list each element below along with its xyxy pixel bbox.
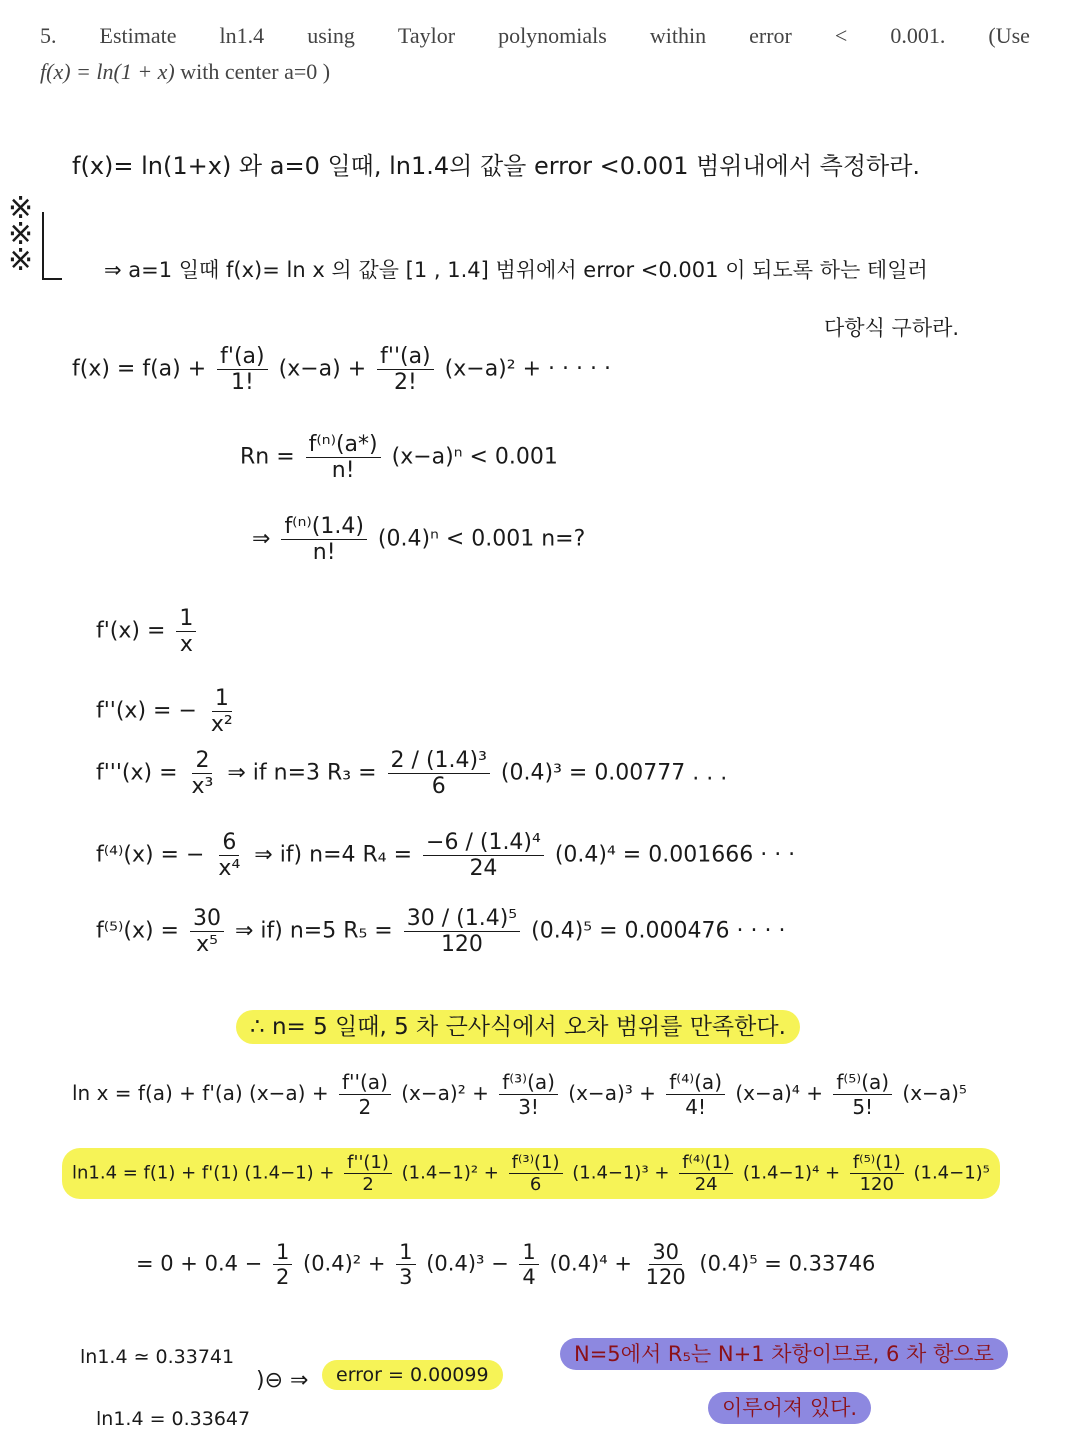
note-text-1: N=5에서 R₅는 N+1 차항이므로, 6 차 항으로 <box>560 1338 1008 1370</box>
fraction-numerator: f⁽³⁾(a) <box>499 1070 558 1095</box>
remainder-at-14-rest: (0.4)ⁿ < 0.001 n=? <box>377 526 586 552</box>
fraction-numerator: 30 <box>649 1240 682 1265</box>
problem-word: 0.001. <box>890 23 946 48</box>
derivative-fraction <box>190 906 224 957</box>
fraction-denominator: 5! <box>852 1095 874 1119</box>
ln14-term4-rest: (1.4−1)⁴ + <box>742 1162 841 1184</box>
fraction-numerator: f''(a) <box>377 344 434 370</box>
first-derivative <box>96 606 200 657</box>
derivative-lhs: f'''(x) = <box>96 760 178 786</box>
lnx-term4-rest: (x−a)⁴ + <box>735 1081 823 1105</box>
fraction-denominator: 120 <box>859 1174 894 1195</box>
problem-word: error <box>749 23 792 48</box>
star-marks: ※ ※ ※ <box>8 191 34 278</box>
r4-value: (0.4)⁴ = 0.001666 · · · <box>554 842 796 868</box>
fraction-numerator: 1 <box>273 1240 292 1265</box>
r3-fraction <box>388 748 490 799</box>
purple-note-line-2 <box>708 1392 871 1422</box>
fraction-denominator: x³ <box>191 774 214 799</box>
problem-word: Estimate <box>99 23 177 48</box>
taylor-series <box>72 344 611 395</box>
fraction-denominator: 2 <box>275 1265 290 1289</box>
reformulation-line-2: 다항식 구하라. <box>824 316 960 340</box>
fraction-denominator: 120 <box>645 1265 686 1289</box>
r3-value: (0.4)³ = 0.00777 . . . <box>500 760 728 786</box>
remainder-lhs: Rn = <box>240 444 295 470</box>
remainder-rest: (x−a)ⁿ < 0.001 <box>391 444 558 470</box>
eval-fraction <box>519 1240 538 1289</box>
error-highlight <box>322 1364 503 1386</box>
eval-part: = 0 + 0.4 − <box>136 1251 263 1276</box>
restated-problem: f(x)= ln(1+x) 와 a=0 일때, ln1.4의 값을 error <0.001 범위내에서 측정하라. <box>72 152 921 180</box>
note-text-2: 이루어져 있다. <box>708 1392 871 1424</box>
remainder-at-14 <box>252 514 585 565</box>
error-result: error = 0.00099 <box>322 1360 503 1390</box>
fraction-numerator: 30 / (1.4)⁵ <box>404 906 520 932</box>
fraction-denominator: n! <box>331 458 355 483</box>
r5-fraction <box>404 906 520 957</box>
lnx-term3-rest: (x−a)³ + <box>568 1081 656 1105</box>
fraction-denominator: n! <box>312 540 336 565</box>
fraction-denominator: 2 <box>362 1174 374 1195</box>
problem-word: within <box>649 23 707 48</box>
ln14-expansion <box>62 1148 1000 1199</box>
derivative-fraction <box>176 606 196 657</box>
fraction-numerator: 30 <box>190 906 224 932</box>
second-derivative <box>96 686 240 737</box>
eval-result: (0.4)⁵ = 0.33746 <box>699 1251 876 1276</box>
actual-value: ln1.4 = 0.33647 <box>96 1408 251 1430</box>
taylor-term2-fraction <box>377 344 434 395</box>
fraction-denominator: x⁴ <box>218 856 241 881</box>
derivative-fraction <box>215 830 243 881</box>
problem-word: ln1.4 <box>219 23 265 48</box>
problem-word: (Use <box>988 23 1030 48</box>
fraction-numerator: f⁽⁴⁾(a) <box>666 1070 725 1095</box>
taylor-lhs: f(x) = f(a) + <box>72 356 207 382</box>
conclusion-highlight <box>236 1008 800 1041</box>
taylor-term1-rest: (x−a) + <box>278 356 367 382</box>
problem-line-2 <box>40 54 1030 90</box>
implies-arrow: ⇒ <box>252 526 271 552</box>
reformulation-line-1: ⇒ a=1 일때 f(x)= ln x 의 값을 [1 , 1.4] 범위에서 error <0.001 이 되도록 하는 테일러 <box>104 258 928 282</box>
ln14-term3-rest: (1.4−1)³ + <box>572 1162 670 1184</box>
problem-word: polynomials <box>498 23 607 48</box>
problem-line-1 <box>40 18 1030 54</box>
fraction-denominator: 2 <box>358 1095 372 1119</box>
fraction-denominator: 1! <box>230 370 254 395</box>
eval-fraction <box>273 1240 292 1289</box>
conclusion-text: ∴ n= 5 일때, 5 차 근사식에서 오차 범위를 만족한다. <box>236 1010 800 1044</box>
derivative-lhs: f''(x) = − <box>96 698 197 724</box>
ln14-term3-fraction <box>509 1152 563 1195</box>
fraction-numerator: 2 <box>192 748 212 774</box>
fraction-numerator: f⁽ⁿ⁾(a*) <box>306 432 381 458</box>
derivative-lhs: f'(x) = <box>96 618 166 644</box>
remainder-at-14-fraction <box>281 514 366 565</box>
taylor-term2-rest: (x−a)² + · · · · · <box>444 356 611 382</box>
ln14-term5-rest: (1.4−1)⁵ <box>913 1162 990 1184</box>
problem-center: with center a=0 ) <box>174 59 331 84</box>
lnx-term2-fraction <box>339 1070 391 1119</box>
fraction-denominator: 120 <box>440 932 483 957</box>
lnx-term2-rest: (x−a)² + <box>401 1081 489 1105</box>
eval-part: (0.4)³ − <box>426 1251 509 1276</box>
fraction-numerator: f''(a) <box>339 1070 391 1095</box>
ln14-term2-rest: (1.4−1)² + <box>401 1162 499 1184</box>
fraction-denominator: 2! <box>393 370 417 395</box>
fraction-numerator: f'(a) <box>217 344 267 370</box>
fifth-derivative-row <box>96 906 785 957</box>
fraction-denominator: 24 <box>469 856 498 881</box>
lnx-term4-fraction <box>666 1070 725 1119</box>
fraction-numerator: f⁽⁵⁾(a) <box>833 1070 892 1095</box>
arrow-bracket <box>42 212 62 280</box>
fraction-denominator: x⁵ <box>196 932 218 957</box>
r3-label: ⇒ if n=3 R₃ = <box>227 760 377 786</box>
fraction-denominator: x² <box>210 712 233 737</box>
fraction-numerator: 1 <box>519 1240 538 1265</box>
ln14-term5-fraction <box>850 1152 904 1195</box>
lnx-term5-rest: (x−a)⁵ <box>902 1081 967 1105</box>
derivative-lhs: f⁽⁵⁾(x) = <box>96 918 179 944</box>
third-derivative-row <box>96 748 727 799</box>
remainder-formula <box>240 432 558 483</box>
r5-value: (0.4)⁵ = 0.000476 · · · · <box>531 918 786 944</box>
fraction-numerator: f''(1) <box>344 1152 392 1174</box>
fraction-numerator: −6 / (1.4)⁴ <box>423 830 544 856</box>
fraction-denominator: 6 <box>529 1174 542 1195</box>
remainder-fraction <box>306 432 381 483</box>
r5-label: ⇒ if) n=5 R₅ = <box>234 918 393 944</box>
eval-fraction <box>396 1240 415 1289</box>
problem-word: Taylor <box>397 23 456 48</box>
lnx-expansion <box>72 1070 967 1119</box>
fraction-numerator: 1 <box>396 1240 415 1265</box>
eval-part: (0.4)⁴ + <box>549 1251 632 1276</box>
derivative-lhs: f⁽⁴⁾(x) = − <box>96 842 205 868</box>
lnx-lhs: ln x = f(a) + f'(a) (x−a) + <box>72 1081 329 1105</box>
ln14-term4-fraction <box>679 1152 733 1195</box>
fraction-denominator: 6 <box>431 774 446 799</box>
approximation-value: ln1.4 ≃ 0.33741 <box>80 1346 235 1368</box>
r4-label: ⇒ if) n=4 R₄ = <box>254 842 413 868</box>
fourth-derivative-row <box>96 830 795 881</box>
fraction-numerator: 2 / (1.4)³ <box>388 748 490 774</box>
subtraction-arrow: )⊖ ⇒ <box>256 1368 309 1393</box>
fraction-denominator: 4 <box>522 1265 536 1289</box>
fraction-numerator: 1 <box>212 686 232 712</box>
problem-statement <box>40 18 1030 90</box>
lnx-term3-fraction <box>499 1070 558 1119</box>
ln14-highlight <box>62 1148 1000 1199</box>
derivative-fraction <box>208 686 236 737</box>
taylor-term1-fraction <box>217 344 267 395</box>
fraction-numerator: 6 <box>219 830 239 856</box>
fraction-numerator: 1 <box>176 606 196 632</box>
problem-function: f(x) = ln(1 + x) <box>40 59 175 84</box>
r4-fraction <box>423 830 544 881</box>
ln14-lhs: ln1.4 = f(1) + f'(1) (1.4−1) + <box>72 1162 335 1184</box>
numeric-evaluation <box>136 1240 875 1289</box>
fraction-denominator: 3 <box>399 1265 413 1289</box>
eval-part: (0.4)² + <box>303 1251 386 1276</box>
ln14-term2-fraction <box>344 1152 392 1195</box>
derivative-fraction <box>189 748 217 799</box>
problem-word: < <box>834 23 848 48</box>
fraction-numerator: f⁽ⁿ⁾(1.4) <box>281 514 366 540</box>
fraction-denominator: 4! <box>685 1095 706 1119</box>
fraction-numerator: f⁽⁵⁾(1) <box>850 1152 904 1174</box>
purple-note-line-1 <box>560 1338 1008 1368</box>
lnx-term5-fraction <box>833 1070 892 1119</box>
fraction-denominator: 3! <box>518 1095 539 1119</box>
problem-number: 5. <box>40 23 57 48</box>
fraction-numerator: f⁽³⁾(1) <box>509 1152 563 1174</box>
problem-word: using <box>307 23 355 48</box>
fraction-numerator: f⁽⁴⁾(1) <box>679 1152 733 1174</box>
fraction-denominator: x <box>179 632 193 657</box>
fraction-denominator: 24 <box>694 1174 718 1195</box>
eval-fraction <box>643 1240 689 1289</box>
